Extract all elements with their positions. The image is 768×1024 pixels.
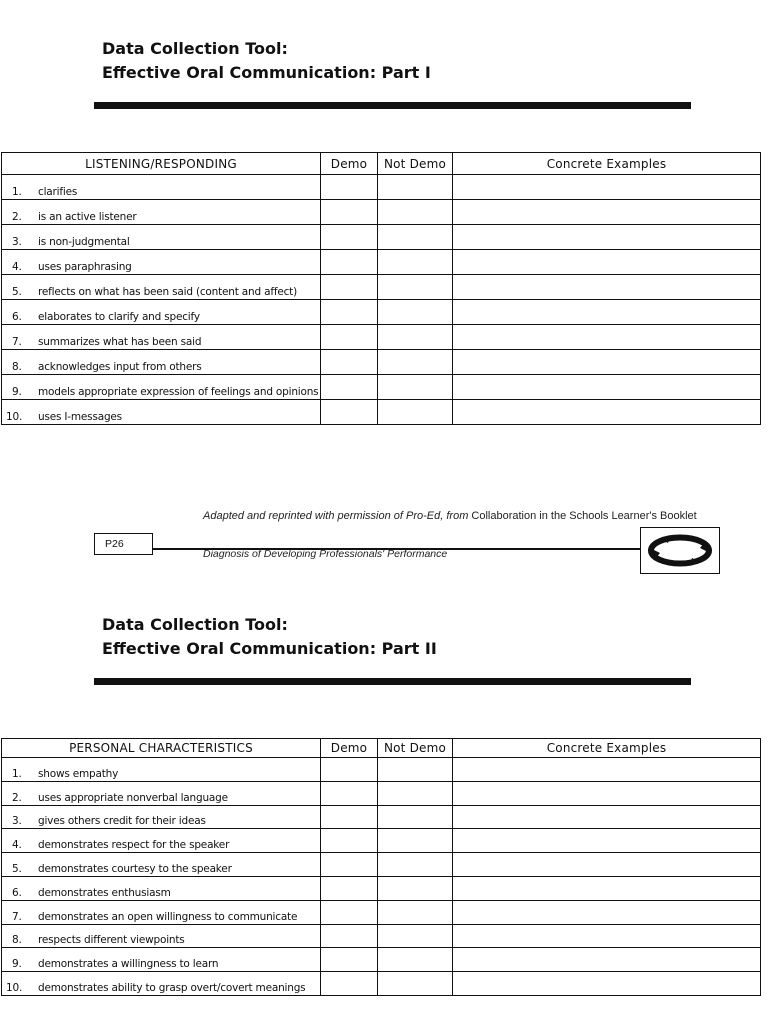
item-text: reflects on what has been said (content and affect) [38,286,297,298]
examples-cell[interactable] [453,325,761,350]
item-cell [2,350,321,375]
not-demo-cell[interactable] [378,200,453,225]
item-cell [2,948,321,972]
not-demo-cell[interactable] [378,805,453,829]
header-concrete-examples: Concrete Examples [453,739,761,758]
table-header-row [2,153,761,175]
demo-cell[interactable] [321,200,378,225]
item-text: demonstrates respect for the speaker [38,839,230,852]
not-demo-cell[interactable] [378,781,453,805]
item-number: 8. [12,361,22,373]
demo-cell[interactable] [321,350,378,375]
not-demo-cell[interactable] [378,175,453,200]
item-cell [2,300,321,325]
examples-cell[interactable] [453,829,761,853]
table-row [2,876,761,900]
item-number: 5. [12,862,22,875]
item-text: respects different viewpoints [38,934,185,947]
demo-cell[interactable] [321,225,378,250]
not-demo-cell[interactable] [378,853,453,877]
examples-cell[interactable] [453,350,761,375]
item-text: demonstrates courtesy to the speaker [38,862,232,875]
part1-title-line1: Data Collection Tool: [102,39,288,58]
item-cell [2,972,321,996]
not-demo-cell[interactable] [378,972,453,996]
not-demo-cell[interactable] [378,225,453,250]
item-number: 9. [12,386,22,398]
not-demo-cell[interactable] [378,924,453,948]
not-demo-cell[interactable] [378,375,453,400]
item-cell [2,829,321,853]
table-row [2,853,761,877]
credit-book: Collaboration in the Schools Learner's Booklet [471,510,697,522]
table-row [2,972,761,996]
not-demo-cell[interactable] [378,275,453,300]
item-cell [2,805,321,829]
part2-divider [94,678,691,685]
cycle-arrows-icon [641,528,719,573]
table-row [2,300,761,325]
table-row [2,900,761,924]
demo-cell[interactable] [321,900,378,924]
examples-cell[interactable] [453,876,761,900]
demo-cell[interactable] [321,805,378,829]
item-cell [2,924,321,948]
demo-cell[interactable] [321,325,378,350]
part2-title-line1: Data Collection Tool: [102,615,288,634]
item-text: models appropriate expression of feelings and opinions [38,386,319,398]
item-cell [2,250,321,275]
table-row [2,250,761,275]
not-demo-cell[interactable] [378,300,453,325]
item-cell [2,275,321,300]
item-number: 10. [6,411,23,423]
examples-cell[interactable] [453,375,761,400]
header-not-demo: Not Demo [378,739,453,758]
table-row [2,200,761,225]
examples-cell[interactable] [453,758,761,782]
item-cell [2,325,321,350]
table-header-row [2,739,761,758]
item-number: 8. [12,934,22,947]
item-text: summarizes what has been said [38,336,202,348]
item-number: 1. [12,186,22,198]
item-text: shows empathy [38,767,119,780]
item-text: acknowledges input from others [38,361,202,373]
item-cell [2,225,321,250]
item-text: demonstrates enthusiasm [38,886,171,899]
not-demo-cell[interactable] [378,900,453,924]
personal-characteristics-table [1,738,761,996]
item-text: demonstrates a willingness to learn [38,958,219,971]
item-number: 2. [12,791,22,804]
not-demo-cell[interactable] [378,829,453,853]
demo-cell[interactable] [321,275,378,300]
table-row [2,758,761,782]
part1-title-line2: Effective Oral Communication: Part I [102,63,431,82]
table-row [2,948,761,972]
examples-cell[interactable] [453,972,761,996]
demo-cell[interactable] [321,972,378,996]
item-cell [2,900,321,924]
part1-divider [94,102,691,109]
credit-subtitle: Diagnosis of Developing Professionals' Performance [203,548,448,560]
item-cell [2,876,321,900]
item-number: 7. [12,336,22,348]
demo-cell[interactable] [321,948,378,972]
item-text: uses appropriate nonverbal language [38,791,228,804]
examples-cell[interactable] [453,200,761,225]
examples-cell[interactable] [453,948,761,972]
item-number: 2. [12,211,22,223]
item-cell [2,853,321,877]
examples-cell[interactable] [453,805,761,829]
demo-cell[interactable] [321,375,378,400]
examples-cell[interactable] [453,225,761,250]
header-category: LISTENING/RESPONDING [2,153,321,175]
header-demo: Demo [321,739,378,758]
header-demo: Demo [321,153,378,175]
demo-cell[interactable] [321,853,378,877]
examples-cell[interactable] [453,781,761,805]
demo-cell[interactable] [321,876,378,900]
not-demo-cell[interactable] [378,948,453,972]
item-text: gives others credit for their ideas [38,815,206,828]
item-cell [2,375,321,400]
header-not-demo: Not Demo [378,153,453,175]
examples-cell[interactable] [453,250,761,275]
header-concrete-examples: Concrete Examples [453,153,761,175]
page-number-box: P26 [94,533,153,555]
not-demo-cell[interactable] [378,250,453,275]
credit-prefix: Adapted and reprinted with permission of Pro-Ed, from [203,510,469,522]
part2-title-line2: Effective Oral Communication: Part II [102,639,437,658]
item-cell [2,200,321,225]
demo-cell[interactable] [321,250,378,275]
item-number: 3. [12,815,22,828]
demo-cell[interactable] [321,400,378,425]
item-cell [2,758,321,782]
examples-cell[interactable] [453,275,761,300]
table-row [2,225,761,250]
not-demo-cell[interactable] [378,758,453,782]
header-category: PERSONAL CHARACTERISTICS [2,739,321,758]
item-number: 6. [12,886,22,899]
item-text: clarifies [38,186,78,198]
not-demo-cell[interactable] [378,876,453,900]
item-number: 9. [12,958,22,971]
table-row [2,175,761,200]
item-number: 10. [6,981,23,994]
item-number: 4. [12,839,22,852]
item-text: uses paraphrasing [38,261,132,273]
table-row [2,805,761,829]
item-text: is non-judgmental [38,236,130,248]
item-cell [2,175,321,200]
item-number: 6. [12,311,22,323]
examples-cell[interactable] [453,300,761,325]
demo-cell[interactable] [321,175,378,200]
table-row [2,325,761,350]
examples-cell[interactable] [453,900,761,924]
item-text: elaborates to clarify and specify [38,311,200,323]
examples-cell[interactable] [453,924,761,948]
demo-cell[interactable] [321,300,378,325]
item-cell [2,400,321,425]
item-cell [2,781,321,805]
logo-box [640,527,720,574]
table-row [2,350,761,375]
demo-cell[interactable] [321,758,378,782]
item-text: demonstrates an open willingness to communicate [38,910,298,923]
not-demo-cell[interactable] [378,350,453,375]
item-number: 5. [12,286,22,298]
demo-cell[interactable] [321,924,378,948]
examples-cell[interactable] [453,400,761,425]
table-row [2,375,761,400]
table-row [2,781,761,805]
table-row [2,829,761,853]
item-number: 4. [12,261,22,273]
demo-cell[interactable] [321,781,378,805]
listening-responding-table [1,152,761,425]
not-demo-cell[interactable] [378,325,453,350]
credit-text [203,509,697,524]
table-row [2,400,761,425]
examples-cell[interactable] [453,853,761,877]
item-number: 1. [12,767,22,780]
item-number: 7. [12,910,22,923]
demo-cell[interactable] [321,829,378,853]
item-text: demonstrates ability to grasp overt/covert meanings [38,981,306,994]
examples-cell[interactable] [453,175,761,200]
table-row [2,275,761,300]
table-row [2,924,761,948]
item-text: uses I-messages [38,411,122,423]
item-text: is an active listener [38,211,137,223]
not-demo-cell[interactable] [378,400,453,425]
item-number: 3. [12,236,22,248]
